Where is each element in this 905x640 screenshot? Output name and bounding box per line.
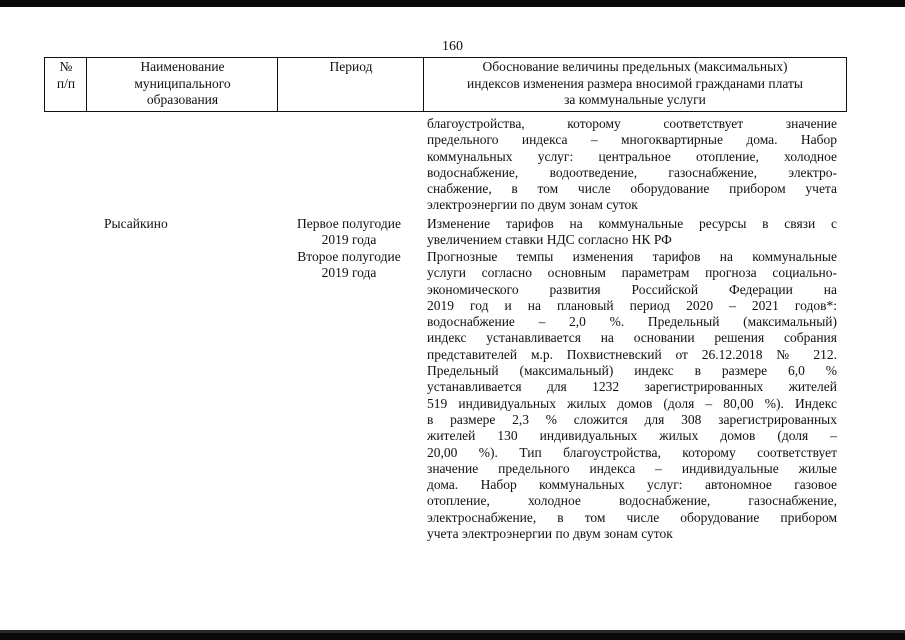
municipality-name: Рысайкино — [104, 216, 168, 231]
basis-vat-change: Изменение тарифов на коммунальные ресурсы в связи с увеличением ставки НДС согласно НК РФ — [427, 216, 837, 248]
header-period: Период — [329, 59, 373, 74]
period-list: Первое полугодие 2019 года Второе полугодие 2019 года — [297, 216, 401, 280]
scan-border-bottom — [0, 633, 905, 640]
continuation-text: благоустройства, которому соответствует значение предельного индекса – многоквартирные дома. Набор коммунальных услуг: центральное отопление, холодное водоснабжение, водоотведение, газоснабжение, электро- снабжение, в том числе оборудование прибором учета электроэнергии по двум зонам суток — [427, 116, 837, 213]
header-num: № п/п — [56, 59, 76, 91]
basis-forecast-text: Прогнозные темпы изменения тарифов на коммунальные услуги согласно основным параметрам прогноза социально- экономического развития Российской Федерации на 2019 год и на плановый период 2020 – 2021 годов*: водоснабжение – 2,0 %. Предельный (максимальный) индекс устанавливается на основании решения собрания представителей м.р. Похвистневский от 26.12.2018 № 212. Предельный (максимальный) индекс в размере 6,0 % устанавливается для 1232 зарегистрированных жителей 519 индивидуальных жилых домов (доля – 80,00 %). Индекс в размере 2,3 % сложится для 308 зарегистрированных жителей 130 индивидуальных жилых домов (доля – 20,00 %). Тип благоустройства, которому соответствует значение предельного индекса – индивидуальные жилые дома. Набор коммунальных услуг: автономное газовое отопление, холодное водоснабжение, газоснабжение, электроснабжение, в том числе оборудование прибором учета электроэнергии по двум зонам суток — [427, 249, 837, 542]
scan-border-top — [0, 0, 905, 7]
column-divider — [423, 57, 424, 112]
header-municipality: Наименование муниципального образования — [134, 59, 231, 107]
column-divider — [86, 57, 87, 112]
header-basis: Обоснование величины предельных (максимальных) индексов изменения размера вносимой гражданами платы за коммунальные услуги — [467, 59, 803, 107]
column-divider — [277, 57, 278, 112]
page-number: 160 — [442, 39, 463, 54]
